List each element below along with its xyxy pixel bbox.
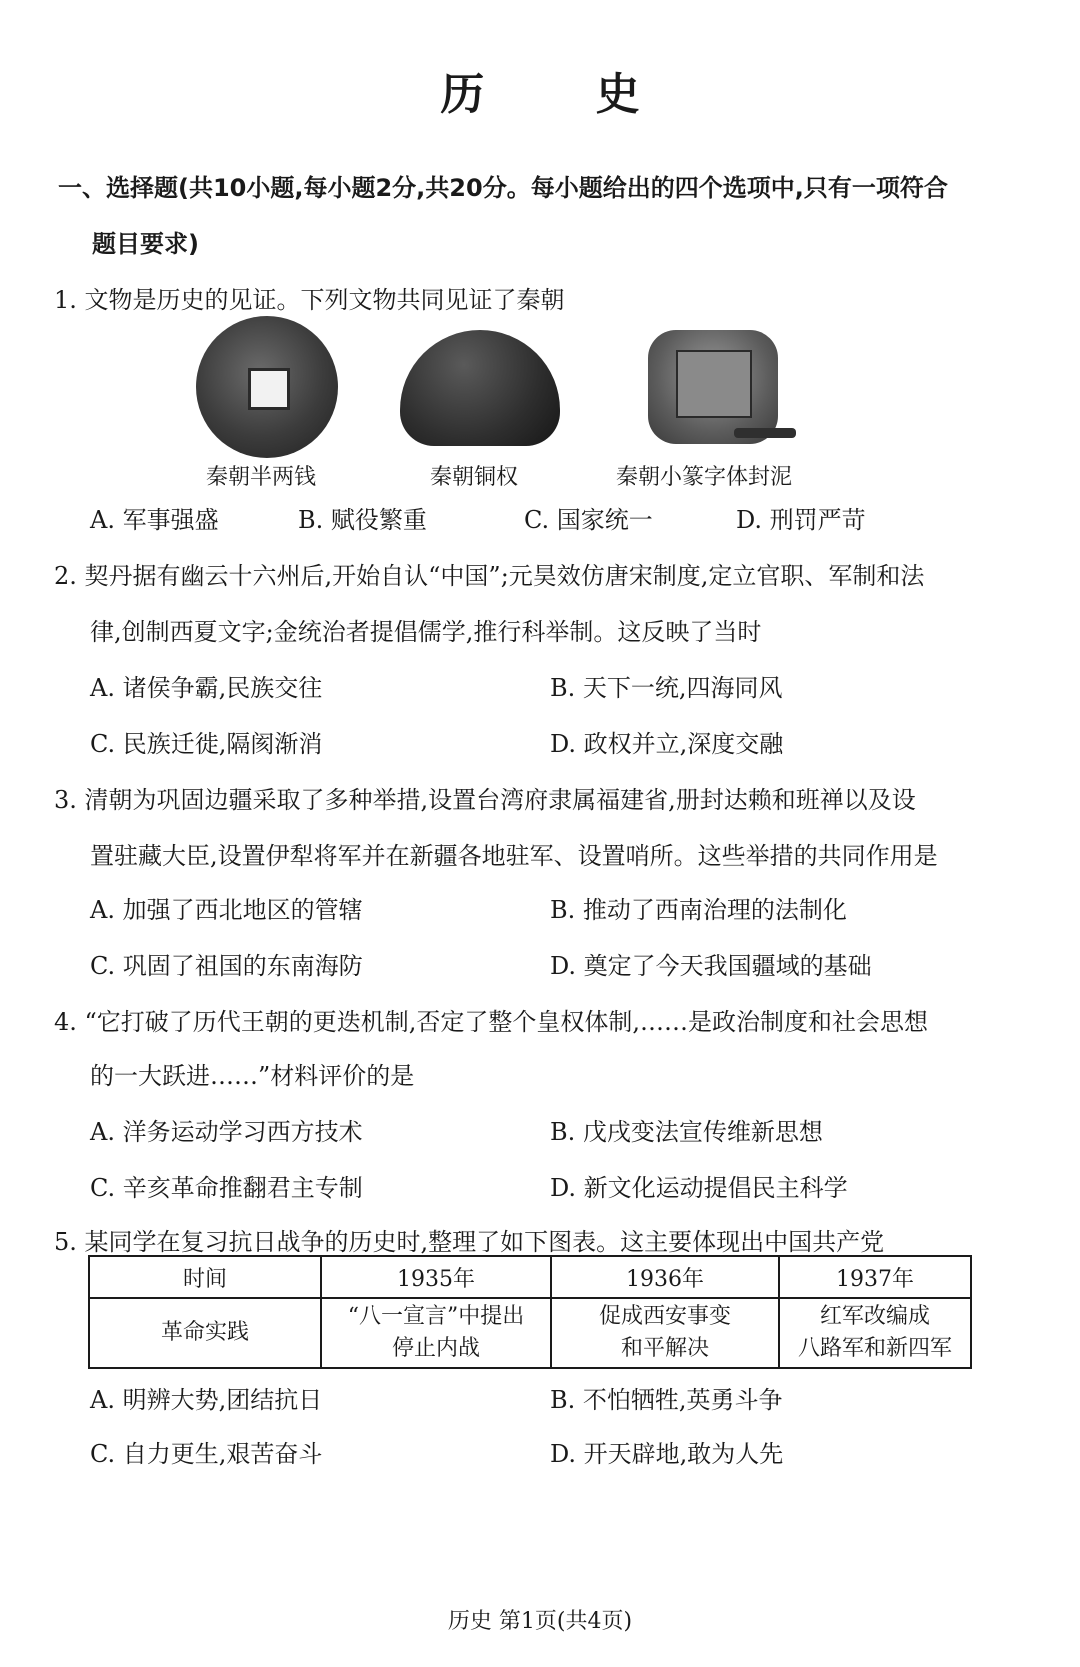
q3-option-b: B. 推动了西南治理的法制化 [550,896,847,924]
table-cell-line: 停止内战 [391,1336,480,1361]
q3-option-c: C. 巩固了祖国的东南海防 [90,952,363,980]
artifact-caption-coin: 秦朝半两钱 [206,465,317,490]
table-cell [779,1298,971,1368]
table-cell-line: 八路军和新四军 [797,1336,952,1361]
section-heading-line2: 题目要求) [92,230,199,258]
q1-stem: 1. 文物是历史的见证。下列文物共同见证了秦朝 [54,286,565,314]
q2-option-c: C. 民族迁徙,隔阂渐消 [90,730,323,758]
q4-stem-line1: 4. “它打破了历代王朝的更迭机制,否定了整个皇权体制,……是政治制度和社会思想 [54,1008,929,1036]
table-header-cell: 1937年 [779,1256,971,1298]
table-header-cell: 1935年 [321,1256,551,1298]
q3-option-d: D. 奠定了今天我国疆域的基础 [550,952,872,980]
page-footer: 历史 第1页(共4页) [447,1609,633,1634]
artifact-caption-weight: 秦朝铜权 [430,465,519,490]
q5-table [88,1255,972,1369]
q3-stem-line1: 3. 清朝为巩固边疆采取了多种举措,设置台湾府隶属福建省,册封达赖和班禅以及设 [54,786,916,814]
q4-option-c: C. 辛亥革命推翻君主专制 [90,1174,363,1202]
clay-seal-icon [648,330,778,444]
q2-option-a: A. 诸侯争霸,民族交往 [90,674,323,702]
q5-option-a: A. 明辨大势,团结抗日 [90,1386,323,1414]
table-header-cell: 时间 [89,1256,321,1298]
q5-option-b: B. 不怕牺牲,英勇斗争 [550,1386,783,1414]
table-cell-line: 促成西安事变 [598,1304,731,1329]
table-row [89,1298,971,1368]
table-header-row [89,1256,971,1298]
q1-option-c: C. 国家统一 [524,506,653,534]
table-row-label: 革命实践 [89,1298,321,1368]
q5-stem: 5. 某同学在复习抗日战争的历史时,整理了如下图表。这主要体现出中国共产党 [54,1228,885,1256]
q2-stem-line1: 2. 契丹据有幽云十六州后,开始自认“中国”;元昊效仿唐宋制度,定立官职、军制和法 [54,562,925,590]
bronze-weight-icon [400,330,560,446]
q2-stem-line2: 律,创制西夏文字;金统治者提倡儒学,推行科举制。这反映了当时 [90,618,762,646]
table-cell [321,1298,551,1368]
q5-option-d: D. 开天辟地,敢为人先 [550,1440,784,1468]
coin-icon [196,316,338,458]
table-header-cell: 1936年 [551,1256,779,1298]
q3-stem-line2: 置驻藏大臣,设置伊犁将军并在新疆各地驻军、设置哨所。这些举措的共同作用是 [90,842,938,870]
q2-option-d: D. 政权并立,深度交融 [550,730,784,758]
q1-option-d: D. 刑罚严苛 [736,506,866,534]
table-cell-line: 红军改编成 [819,1304,930,1329]
q4-stem-line2: 的一大跃进……”材料评价的是 [90,1062,415,1090]
table-cell-line: 和平解决 [620,1336,709,1361]
q1-option-b: B. 赋役繁重 [298,506,427,534]
q1-option-a: A. 军事强盛 [90,506,219,534]
q4-option-b: B. 戊戌变法宣传维新思想 [550,1118,823,1146]
section-heading-line1: 一、选择题(共10小题,每小题2分,共20分。每小题给出的四个选项中,只有一项符合 [58,174,948,202]
q5-option-c: C. 自力更生,艰苦奋斗 [90,1440,323,1468]
table-cell-line: “八一宣言”中提出 [347,1304,525,1329]
q2-option-b: B. 天下一统,四海同风 [550,674,783,702]
q4-option-a: A. 洋务运动学习西方技术 [90,1118,363,1146]
q4-option-d: D. 新文化运动提倡民主科学 [550,1174,848,1202]
artifact-caption-seal: 秦朝小篆字体封泥 [616,465,793,490]
q3-option-a: A. 加强了西北地区的管辖 [90,896,363,924]
page-title: 历 史 [440,69,688,120]
table-cell [551,1298,779,1368]
